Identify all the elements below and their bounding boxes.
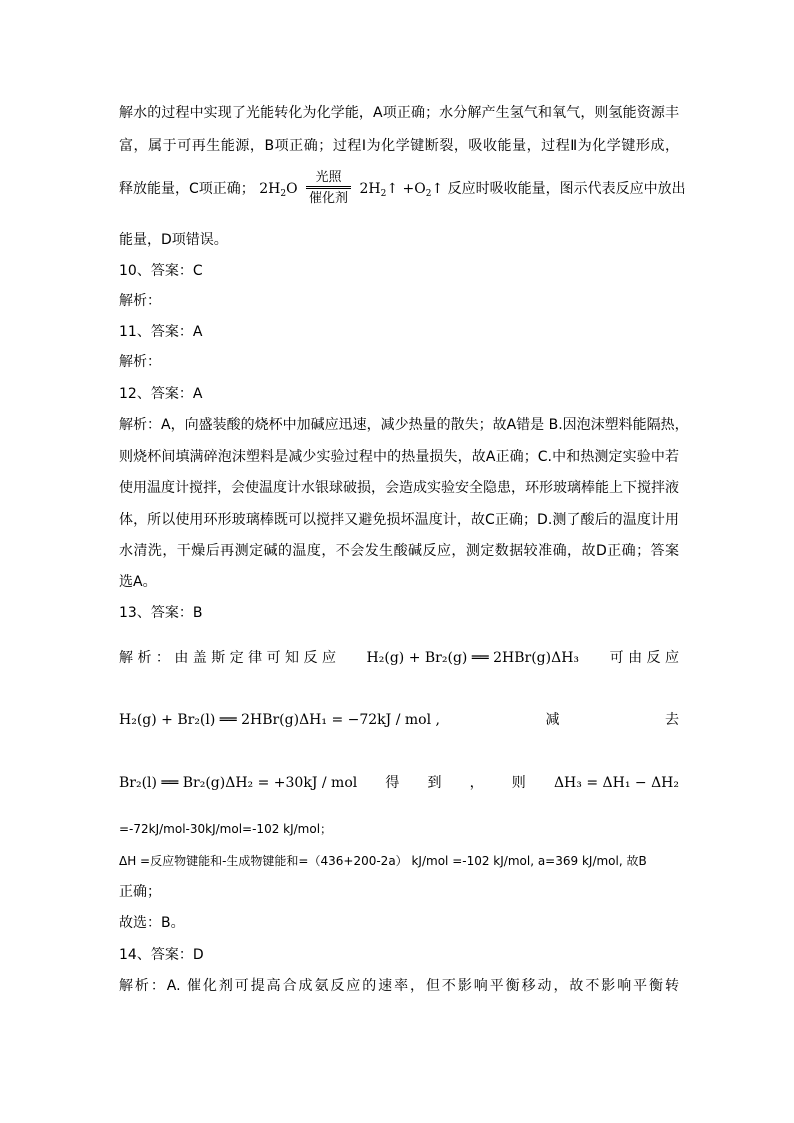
text-line: 解析：A，向盛装酸的烧杯中加碱应迅速，减少热量的散失；故A错是 B.因泡沫塑料能隔热， <box>119 417 689 433</box>
q13-text: 减 <box>545 712 560 728</box>
text-line: 使用温度计搅拌，会使温度计水银球破损，会造成实验安全隐患，环形玻璃棒能上下搅拌液 <box>119 480 679 496</box>
q13-line-1 <box>119 649 679 667</box>
text-line: 选A。 <box>119 574 157 590</box>
q13-formula: ΔH₃ = ΔH₁ − ΔH₂ <box>553 775 679 791</box>
q13-formula: Br₂(l) ══ Br₂(g)ΔH₂ = +30kJ / mol <box>119 775 358 791</box>
text-line: 正确； <box>119 884 161 900</box>
text-line: ΔH =反应物键能和-生成物键能和=（436+200-2a） kJ/mol =-102 kJ/mol, a=369 kJ/mol, 故B <box>119 854 647 868</box>
text-line: 水清洗，干燥后再测定碱的温度，不会发生酸碱反应，测定数据较准确，故D正确；答案 <box>119 543 679 559</box>
q13-line-3 <box>119 774 679 792</box>
answer-14: 14、答案：D <box>119 947 204 963</box>
analysis-label: 解析： <box>119 354 161 370</box>
q13-formula: H₂(g) + Br₂(g) ══ 2HBr(g)ΔH₃ <box>366 650 580 666</box>
reaction-condition <box>306 169 351 209</box>
text-line: 解水的过程中实现了光能转化为化学能，A项正确；水分解产生氢气和氧气，则氢能资源丰 <box>119 105 679 121</box>
equation-prefix: 释放能量，C项正确； <box>119 181 255 197</box>
answer-12: 12、答案：A <box>119 386 203 402</box>
equation-reactant: $2H_2O$ <box>259 181 298 199</box>
equation-line <box>119 163 686 215</box>
text-line: 则烧杯间填满碎泡沫塑料是减少实验过程中的热量损失，故A正确；C.中和热测定实验中若 <box>119 449 679 465</box>
text-line: 体，所以使用环形玻璃棒既可以搅拌又避免损坏温度计，故C正确；D.测了酸后的温度计用 <box>119 512 679 528</box>
equation-suffix: 反应时吸收能量，图示代表反应中放出 <box>447 181 686 197</box>
q13-line-2 <box>119 711 679 729</box>
q13-text: 可 由 反 应 <box>609 650 679 666</box>
text-line: =-72kJ/mol-30kJ/mol=-102 kJ/mol； <box>119 822 333 836</box>
condition-top: 光照 <box>306 169 351 189</box>
text-line: 解析：A. 催化剂可提高合成氨反应的速率，但不影响平衡移动，故不影响平衡转 <box>119 978 679 994</box>
q13-formula: H₂(g) + Br₂(l) ══ 2HBr(g)ΔH₁ = −72kJ / mol , <box>119 712 440 728</box>
answer-11: 11、答案：A <box>119 324 203 340</box>
q13-text: 到 <box>427 775 442 791</box>
text-line: 故选：B。 <box>119 915 185 931</box>
equation-products: $2H_2↑$ $+O_2↑$ <box>359 181 444 199</box>
text-line: 富，属于可再生能源，B项正确；过程Ⅰ为化学键断裂，吸收能量，过程Ⅱ为化学键形成， <box>119 138 679 154</box>
q13-text: 去 <box>664 712 679 728</box>
answer-13: 13、答案：B <box>119 605 203 621</box>
q13-text: 解 析 ： 由 盖 斯 定 律 可 知 反 应 <box>119 650 336 666</box>
analysis-label: 解析： <box>119 293 161 309</box>
q13-text: ， <box>469 775 484 791</box>
q13-text: 得 <box>385 775 400 791</box>
q13-text: 则 <box>511 775 526 791</box>
condition-bottom: 催化剂 <box>309 191 349 206</box>
text-line: 能量，D项错误。 <box>119 232 228 248</box>
answer-10: 10、答案：C <box>119 263 203 279</box>
